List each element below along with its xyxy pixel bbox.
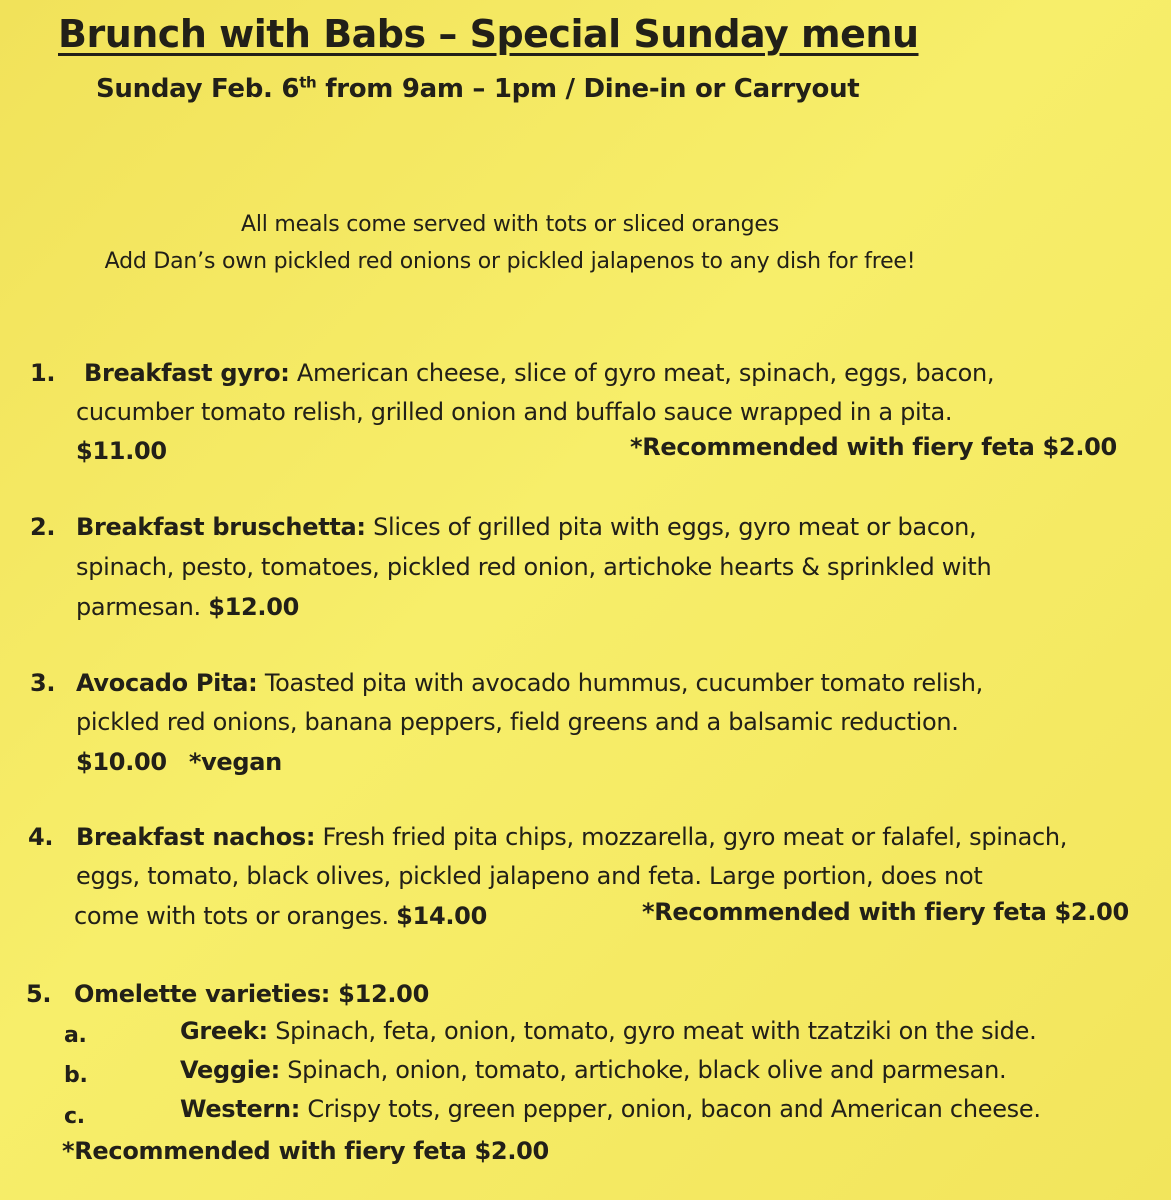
vegan-tag: *vegan xyxy=(188,748,282,776)
item-line-2: pickled red onions, banana peppers, field greens and a balsamic reduction. xyxy=(76,708,959,736)
item-line-2: eggs, tomato, black olives, pickled jalapeno and feta. Large portion, does not xyxy=(76,862,983,890)
variety-greek xyxy=(180,1012,1036,1051)
variety-letter: a. xyxy=(64,1023,87,1048)
item-line-2: cucumber tomato relish, grilled onion and buffalo sauce wrapped in a pita. xyxy=(76,398,953,426)
item-name: Breakfast nachos: xyxy=(76,823,316,851)
subtitle-ordinal: th xyxy=(299,73,317,92)
variety-letter: c. xyxy=(64,1104,85,1129)
item-number: 3. xyxy=(30,669,56,697)
item-line-3 xyxy=(76,588,299,627)
menu-subtitle xyxy=(96,74,859,104)
item-line-1 xyxy=(84,354,994,393)
item-line-3 xyxy=(74,897,487,936)
variety-description: Spinach, feta, onion, tomato, gyro meat with tzatziki on the side. xyxy=(267,1017,1037,1045)
item-price: $14.00 xyxy=(396,902,487,930)
item-recommendation: *Recommended with fiery feta $2.00 xyxy=(642,898,1129,926)
variety-name: Western: xyxy=(180,1095,301,1123)
variety-name: Veggie: xyxy=(180,1056,280,1084)
subtitle-date: Sunday Feb. 6 xyxy=(96,74,300,104)
item-line-1 xyxy=(76,508,976,547)
variety-description: Spinach, onion, tomato, artichoke, black olive and parmesan. xyxy=(279,1056,1007,1084)
item-name: Breakfast gyro: xyxy=(84,359,290,387)
item-number: 5. xyxy=(26,980,52,1008)
item-description: Slices of grilled pita with eggs, gyro meat or bacon, xyxy=(365,513,977,541)
variety-veggie xyxy=(180,1051,1006,1090)
item-line-1 xyxy=(76,818,1067,857)
item-number: 1. xyxy=(30,359,56,387)
item-price: $11.00 xyxy=(76,437,167,465)
menu-title: Brunch with Babs – Special Sunday menu xyxy=(58,12,919,56)
variety-description: Crispy tots, green pepper, onion, bacon and American cheese. xyxy=(300,1095,1041,1123)
pickles-note: Add Dan’s own pickled red onions or pickled jalapenos to any dish for free! xyxy=(104,249,916,274)
item-number: 4. xyxy=(28,823,54,851)
variety-letter: b. xyxy=(64,1063,88,1088)
item-price-line xyxy=(76,743,282,782)
item-name: Avocado Pita: xyxy=(76,669,258,697)
item-description: Toasted pita with avocado hummus, cucumber tomato relish, xyxy=(257,669,983,697)
item-description: Fresh fried pita chips, mozzarella, gyro meat or falafel, spinach, xyxy=(315,823,1068,851)
item-line-2: spinach, pesto, tomatoes, pickled red onion, artichoke hearts & sprinkled with xyxy=(76,553,992,581)
item-recommendation: *Recommended with fiery feta $2.00 xyxy=(62,1137,549,1165)
item-recommendation: *Recommended with fiery feta $2.00 xyxy=(630,433,1117,461)
variety-western xyxy=(180,1090,1041,1129)
item-number: 2. xyxy=(30,513,56,541)
subtitle-hours: from 9am – 1pm / Dine-in or Carryout xyxy=(316,74,860,104)
item-name: Breakfast bruschetta: xyxy=(76,513,366,541)
item-description-end: parmesan. xyxy=(76,593,209,621)
item-description: American cheese, slice of gyro meat, spinach, eggs, bacon, xyxy=(289,359,995,387)
item-name: Omelette varieties: $12.00 xyxy=(74,980,429,1008)
sides-note: All meals come served with tots or sliced oranges xyxy=(240,212,780,237)
item-line-1 xyxy=(76,664,983,703)
variety-name: Greek: xyxy=(180,1017,268,1045)
item-price: $10.00 xyxy=(76,748,167,776)
item-price: $12.00 xyxy=(208,593,300,621)
item-description-end: come with tots or oranges. xyxy=(74,902,397,930)
